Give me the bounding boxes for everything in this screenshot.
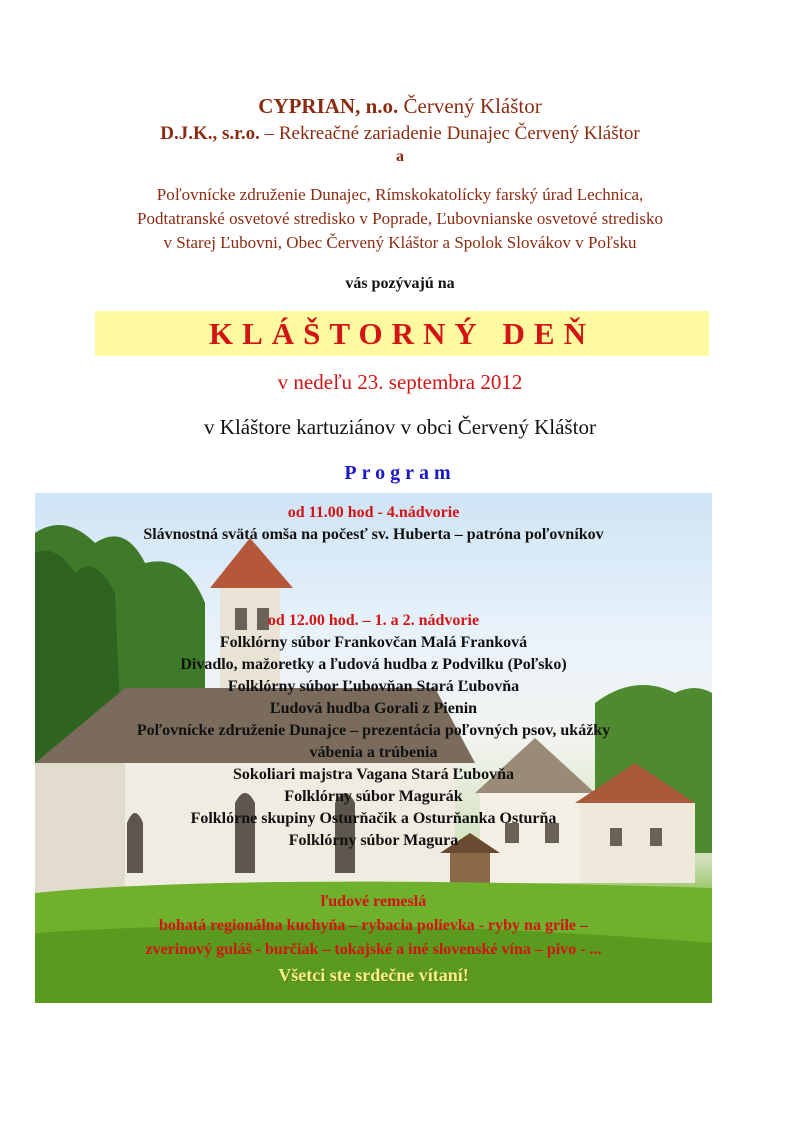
welcome-text: Všetci ste srdečne vítaní!	[278, 965, 469, 985]
organizer-2-rest: – Rekreačné zariadenie Dunajec Červený Kláštor	[259, 123, 640, 144]
food-line: bohatá regionálna kuchyňa – rybacia polievka - ryby na grile –	[158, 917, 589, 934]
program-item: Sokoliari majstra Vagana Stará Ľubovňa	[233, 766, 514, 783]
partners-block	[0, 183, 800, 255]
program-item: Slávnostná svätá omša na počesť sv. Huberta – patróna poľovníkov	[143, 526, 604, 543]
organizer-1-name: CYPRIAN, n.o.	[258, 94, 399, 118]
organizer-1-place: Červený Kláštor	[398, 94, 542, 118]
program-item: vábenia a trúbenia	[309, 744, 438, 761]
program-item: Divadlo, mažoretky a ľudová hudba z Podvilku (Poľsko)	[180, 656, 567, 673]
program-item: Ľudová hudba Gorali z Pienin	[269, 700, 478, 717]
program-item: Poľovnícke združenie Dunajce – prezentácia poľovných psov, ukážky	[136, 722, 611, 739]
program-time-2: od 12.00 hod. – 1. a 2. nádvorie	[267, 612, 480, 629]
program-heading: Program	[344, 462, 456, 484]
program-item: Folklórny súbor Frankovčan Malá Franková	[219, 634, 528, 651]
event-date: v nedeľu 23. septembra 2012	[277, 370, 523, 394]
partners-line: v Starej Ľubovni, Obec Červený Kláštor a Spolok Slovákov v Poľsku	[163, 233, 637, 252]
partners-line: Podtatranské osvetové stredisko v Poprade, Ľubovnianske osvetové stredisko	[137, 209, 663, 228]
organizer-line-2	[0, 123, 800, 145]
organizer-line-1	[0, 94, 800, 119]
program-item: Folklórny súbor Ľubovňan Stará Ľubovňa	[227, 678, 520, 695]
event-venue: v Kláštore kartuziánov v obci Červený Kláštor	[204, 415, 596, 439]
program-item: Folklórne skupiny Osturňačik a Osturňanka Osturňa	[190, 810, 557, 827]
food-line: zverinový guláš - burčiak – tokajské a iné slovenské vína – pivo - ...	[145, 941, 602, 958]
conjunction: a	[396, 148, 404, 165]
partners-line: Poľovnícke združenie Dunajec, Rímskokatolícky farský úrad Lechnica,	[156, 185, 644, 204]
event-title: KLÁŠTORNÝ DEŇ	[208, 316, 595, 351]
title-banner	[95, 311, 709, 356]
invite-text: vás pozývajú na	[345, 275, 455, 292]
program-item: Folklórny súbor Magura	[288, 832, 459, 849]
crafts-heading: ľudové remeslá	[320, 893, 427, 910]
program-item: Folklórny súbor Magurák	[284, 788, 463, 805]
program-time-1: od 11.00 hod - 4.nádvorie	[287, 504, 460, 521]
organizer-2-name: D.J.K., s.r.o.	[160, 123, 260, 144]
